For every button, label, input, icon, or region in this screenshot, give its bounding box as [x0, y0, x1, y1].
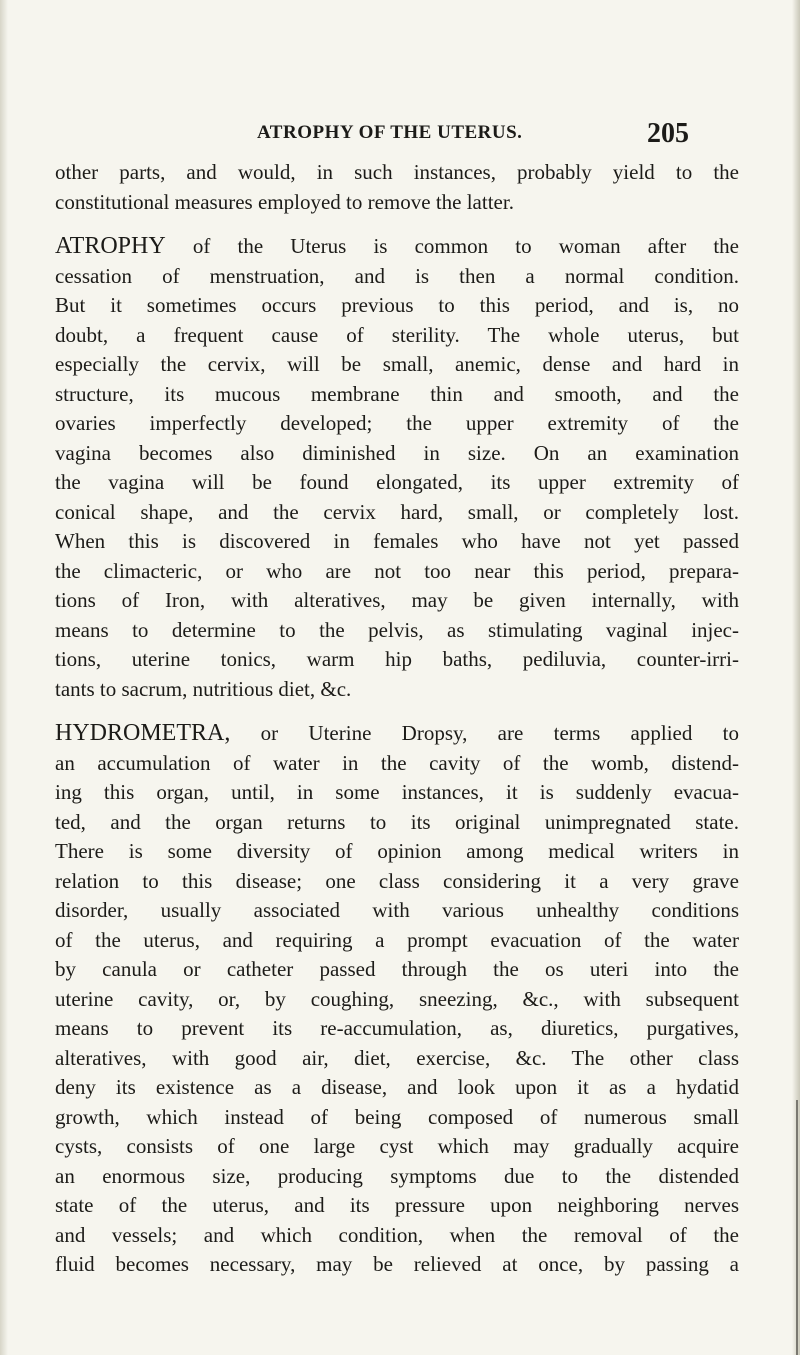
text-line: disorder, usually associated with various unhealthy conditions: [55, 898, 739, 922]
text-line: tions, uterine tonics, warm hip baths, pediluvia, counter-irri-: [55, 647, 739, 671]
text-line: vagina becomes also diminished in size. On an examination: [55, 440, 739, 465]
text-line-rest: or Uterine Dropsy, are terms applied to: [230, 721, 739, 745]
text-line: the climacteric, or who are not too near this period, prepara-: [55, 558, 739, 583]
text-line: of the uterus, and requiring a prompt evacuation of the water: [55, 927, 739, 952]
paragraph-lead-term: ATROPHY: [55, 233, 166, 259]
running-title: ATROPHY OF THE UTERUS.: [257, 122, 523, 143]
text-line: by canula or catheter passed through the os uteri into the: [55, 957, 739, 981]
text-line: But it sometimes occurs previous to this period, and is, no: [55, 293, 739, 317]
paragraph-hydrometra: [55, 719, 739, 1280]
paragraph-intro: [55, 158, 739, 217]
text-line: [55, 232, 739, 262]
running-head: [55, 118, 735, 158]
text-line: and vessels; and which condition, when the removal of the: [55, 1222, 739, 1247]
paragraph-atrophy: [55, 232, 739, 704]
text-line: the vagina will be found elongated, its upper extremity of: [55, 470, 739, 494]
text-line: other parts, and would, in such instances, probably yield to the: [55, 160, 739, 184]
page-number: 205: [647, 118, 689, 149]
text-line: means to prevent its re-accumulation, as, diuretics, purgatives,: [55, 1016, 739, 1040]
text-line: conical shape, and the cervix hard, small, or completely lost.: [55, 499, 739, 524]
text-line: an enormous size, producing symptoms due to the distended: [55, 1163, 739, 1188]
text-line: doubt, a frequent cause of sterility. The whole uterus, but: [55, 322, 739, 347]
text-line: tions of Iron, with alteratives, may be given internally, with: [55, 588, 739, 612]
text-line: deny its existence as a disease, and look upon it as a hydatid: [55, 1075, 739, 1099]
text-line: When this is discovered in females who have not yet passed: [55, 529, 739, 553]
page-edge-right: [792, 0, 800, 1355]
text-line: means to determine to the pelvis, as stimulating vaginal injec-: [55, 617, 739, 642]
text-line: growth, which instead of being composed of numerous small: [55, 1104, 739, 1129]
text-line: structure, its mucous membrane thin and smooth, and the: [55, 381, 739, 406]
paragraph-lead-term: HYDROMETRA,: [55, 720, 231, 746]
body-text: [55, 158, 739, 1280]
text-line: There is some diversity of opinion among medical writers in: [55, 839, 739, 863]
text-line: especially the cervix, will be small, anemic, dense and hard in: [55, 352, 739, 376]
text-line: uterine cavity, or, by coughing, sneezing, &c., with subsequent: [55, 986, 739, 1011]
text-line: constitutional measures employed to remove the latter.: [55, 189, 514, 214]
text-line: state of the uterus, and its pressure upon neighboring nerves: [55, 1193, 739, 1217]
text-line-rest: of the Uterus is common to woman after the: [165, 234, 739, 258]
text-line: [55, 719, 739, 749]
text-line: ovaries imperfectly developed; the upper extremity of the: [55, 411, 739, 435]
text-line: fluid becomes necessary, may be relieved at once, by passing a: [55, 1252, 739, 1276]
text-line: alteratives, with good air, diet, exercise, &c. The other class: [55, 1045, 739, 1070]
text-line: an accumulation of water in the cavity of the womb, distend-: [55, 750, 739, 775]
text-line: relation to this disease; one class considering it a very grave: [55, 868, 739, 893]
text-line: ted, and the organ returns to its original unimpregnated state.: [55, 809, 739, 834]
text-line: cysts, consists of one large cyst which may gradually acquire: [55, 1134, 739, 1158]
page-edge-left: [0, 0, 8, 1355]
text-line: cessation of menstruation, and is then a normal condition.: [55, 263, 739, 288]
text-line: ing this organ, until, in some instances, it is suddenly evacua-: [55, 780, 739, 804]
text-line: tants to sacrum, nutritious diet, &c.: [55, 676, 352, 701]
